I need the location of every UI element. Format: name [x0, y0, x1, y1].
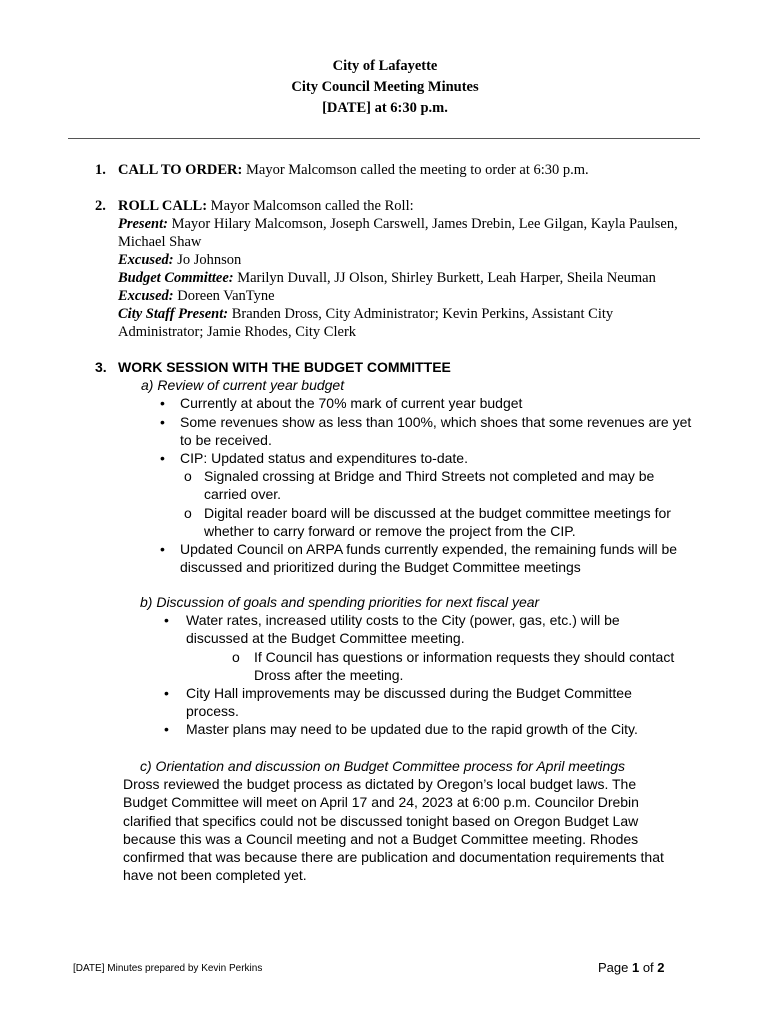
budget-committee-label: Budget Committee:	[118, 270, 234, 286]
meeting-date: [DATE] at 6:30 p.m.	[322, 100, 448, 116]
list-item: • Some revenues show as less than 100%, which shoes that some revenues are yet to be received.	[118, 413, 695, 449]
subsection-b-list	[118, 611, 678, 738]
subsection-b-heading: b) Discussion of goals and spending priorities for next fiscal year	[140, 594, 540, 610]
list-item: • City Hall improvements may be discussed during the Budget Committee process.	[118, 684, 678, 720]
subsection-a-heading: a) Review of current year budget	[141, 377, 345, 394]
sub-list	[180, 467, 695, 540]
sub-list-item: o Signaled crossing at Bridge and Third Streets not completed and may be carried over.	[180, 467, 695, 503]
present-label: Present:	[118, 216, 168, 232]
section-roll-call	[95, 197, 695, 341]
list-item: • Updated Council on ARPA funds currently expended, the remaining funds will be discussed and prioritized during the Budget Committee meetings	[118, 540, 695, 576]
section-label: CALL TO ORDER:	[118, 162, 243, 178]
section-number: 1.	[95, 162, 106, 178]
city-name: City of Lafayette	[332, 58, 438, 74]
list-item: • Currently at about the 70% mark of current year budget	[118, 394, 695, 412]
list-item: • Water rates, increased utility costs to the City (power, gas, etc.) will be discussed at the Budget Committee meeting. o If Council has questions or information requests they should contact Dross after the meeting.	[118, 611, 678, 684]
excused-committee-label: Excused:	[118, 288, 174, 304]
section-text: Mayor Malcomson called the meeting to order at 6:30 p.m.	[242, 162, 589, 178]
section-title: WORK SESSION WITH THE BUDGET COMMITTEE	[118, 359, 451, 375]
budget-committee-list: Marilyn Duvall, JJ Olson, Shirley Burkett, Leah Harper, Sheila Neuman	[233, 270, 656, 286]
section-number: 2.	[95, 198, 106, 214]
section-work-session	[95, 358, 695, 576]
subsection-c	[123, 757, 683, 884]
document-header	[0, 56, 770, 119]
subsection-c-heading: c) Orientation and discussion on Budget Committee process for April meetings	[140, 758, 626, 774]
excused-label: Excused:	[118, 252, 174, 268]
page-number: Page 1 of 2	[598, 960, 665, 975]
header-divider	[68, 138, 700, 139]
subsection-b	[118, 593, 678, 739]
section-number: 3.	[95, 359, 107, 375]
list-item: • Master plans may need to be updated due to the rapid growth of the City.	[118, 720, 678, 738]
subsection-c-paragraph: Dross reviewed the budget process as dictated by Oregon’s local budget laws. The Budget Committee will meet on April 17 and 24, 2023 at 6:00 p.m. Councilor Drebin clarified that specifics could not be discussed tonight based on Oregon Budget Law because this was a Council meeting and not a Budget Committee meeting. Rhodes confirmed that was because there are publication and documentation requirements that have not been completed yet.	[123, 776, 664, 884]
present-list: Mayor Hilary Malcomson, Joseph Carswell, James Drebin, Lee Gilgan, Kayla Paulsen, Michael Shaw	[118, 216, 678, 250]
staff-label: City Staff Present:	[118, 306, 229, 322]
excused-list: Jo Johnson	[173, 252, 242, 268]
staff-list: Branden Dross, City Administrator; Kevin Perkins, Assistant City Administrator; Jamie Rhodes, City Clerk	[118, 306, 614, 340]
roll-call-intro: Mayor Malcomson called the Roll:	[207, 198, 414, 214]
section-label: ROLL CALL:	[118, 198, 208, 214]
sub-list-item: o If Council has questions or information requests they should contact Dross after the meeting.	[186, 648, 678, 684]
footer-note: [DATE] Minutes prepared by Kevin Perkins	[73, 963, 263, 974]
subsection-a-list	[118, 394, 695, 576]
excused-committee-list: Doreen VanTyne	[173, 288, 275, 304]
sub-list	[186, 648, 678, 684]
sub-list-item: o Digital reader board will be discussed at the budget committee meetings for whether to carry forward or remove the project from the CIP.	[180, 504, 695, 540]
list-item: • CIP: Updated status and expenditures to-date. o Signaled crossing at Bridge and Third Streets not completed and may be carried over. o Digital reader board will be discussed at the budget committee meetings for whether to carry forward or remove the project from the CIP.	[118, 449, 695, 540]
section-call-to-order	[95, 161, 695, 179]
document-title: City Council Meeting Minutes	[291, 79, 479, 95]
